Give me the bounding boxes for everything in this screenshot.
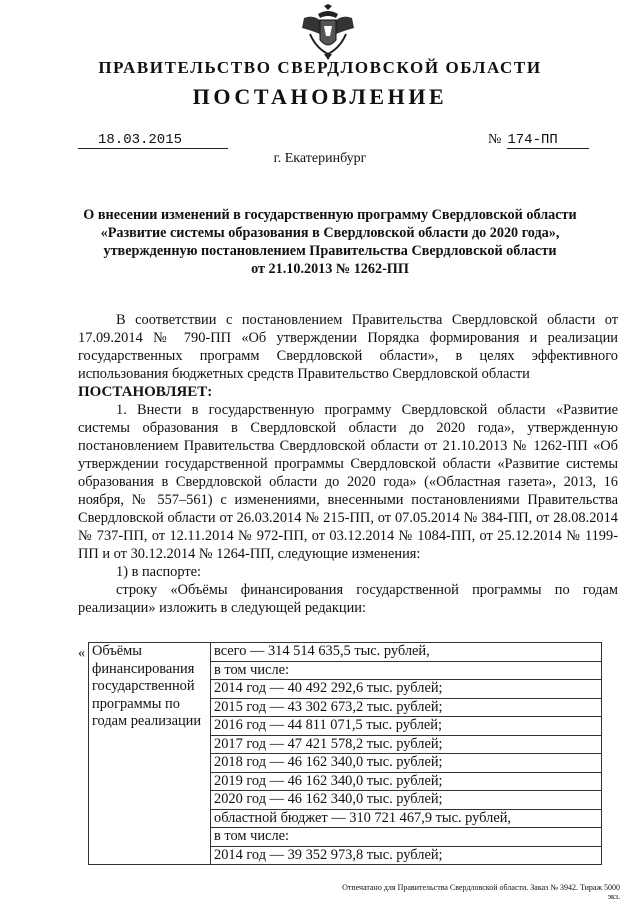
number-value: 174-ПП xyxy=(507,132,589,149)
financing-value-cell: областной бюджет — 310 721 467,9 тыс. рублей, xyxy=(211,809,602,828)
document-title xyxy=(70,206,590,278)
document-body xyxy=(78,311,618,617)
number-label: № xyxy=(488,132,502,147)
title-line: от 21.10.2013 № 1262-ПП xyxy=(251,261,409,277)
document-type: ПОСТАНОВЛЕНИЕ xyxy=(192,84,448,109)
subitem-1-paragraph: 1) в паспорте: xyxy=(116,564,202,580)
financing-value-cell: 2017 год — 47 421 578,2 тыс. рублей; xyxy=(211,735,602,754)
financing-value-cell: всего — 314 514 635,5 тыс. рублей, xyxy=(211,643,602,662)
document-city: г. Екатеринбург xyxy=(273,151,367,166)
financing-value-cell: 2016 год — 44 811 071,5 тыс. рублей; xyxy=(211,717,602,736)
title-line: утвержденную постановлением Правительства Свердловской области xyxy=(103,243,557,259)
coat-of-arms-icon xyxy=(296,4,360,60)
financing-value-cell: 2020 год — 46 162 340,0 тыс. рублей; xyxy=(211,791,602,810)
document-number xyxy=(488,132,610,149)
title-line: О внесении изменений в государственную программу Свердловской области xyxy=(83,207,577,223)
item-1-paragraph: 1. Внести в государственную программу Свердловской области «Развитие системы образования в Свердловской области до 2020 года», утвержденную постановлением Правительства Свердловской области от 21.10.2013 № 1262-ПП «Об утверждении государственной программы Свердловской области «Развитие системы образования в Свердловской области до 2020 года» («Областная газета», 2013, 16 ноября, № 557–561) с изменениями, внесенными постановлениями Правительства Свердловской области от 26.03.2014 № 215-ПП, от 07.05.2014 № 384-ПП, от 28.08.2014 № 737-ПП, от 12.11.2014 № 972-ПП, от 03.12.2014 № 1084-ПП, от 25.12.2014 № 1199-ПП и от 30.12.2014 № 1264-ПП, следующие изменения: xyxy=(78,402,618,562)
financing-label-cell: Объёмы финансирования государственной программы по годам реализации xyxy=(89,643,211,865)
government-name: ПРАВИТЕЛЬСТВО СВЕРДЛОВСКОЙ ОБЛАСТИ xyxy=(98,58,542,77)
financing-value-cell: 2015 год — 43 302 673,2 тыс. рублей; xyxy=(211,698,602,717)
financing-value-cell: 2018 год — 46 162 340,0 тыс. рублей; xyxy=(211,754,602,773)
title-line: «Развитие системы образования в Свердловской области до 2020 года», xyxy=(100,225,560,241)
financing-value-cell: в том числе: xyxy=(211,661,602,680)
opening-quote: « xyxy=(78,645,86,661)
preamble-paragraph: В соответствии с постановлением Правительства Свердловской области от 17.09.2014 № 790-ПП «Об утверждении Порядка формирования и реализации государственных программ Свердловской области», в целях эффективного использования бюджетных средств Правительство Свердловской области xyxy=(78,312,618,382)
table-row xyxy=(89,643,602,662)
financing-value-cell: 2019 год — 46 162 340,0 тыс. рублей; xyxy=(211,772,602,791)
financing-value-cell: 2014 год — 39 352 973,8 тыс. рублей; xyxy=(211,846,602,865)
financing-value-cell: 2014 год — 40 492 292,6 тыс. рублей; xyxy=(211,680,602,699)
financing-table xyxy=(88,642,602,865)
row-instruction-paragraph: строку «Объёмы финансирования государственной программы по годам реализации» изложить в следующей редакции: xyxy=(78,582,618,616)
print-footer: Отпечатано для Правительства Свердловской области. Заказ № 3942. Тираж 5000 экз. xyxy=(342,883,620,901)
financing-value-cell: в том числе: xyxy=(211,828,602,847)
decrees-heading: ПОСТАНОВЛЯЕТ: xyxy=(78,384,213,400)
document-date: 18.03.2015 xyxy=(78,132,228,149)
